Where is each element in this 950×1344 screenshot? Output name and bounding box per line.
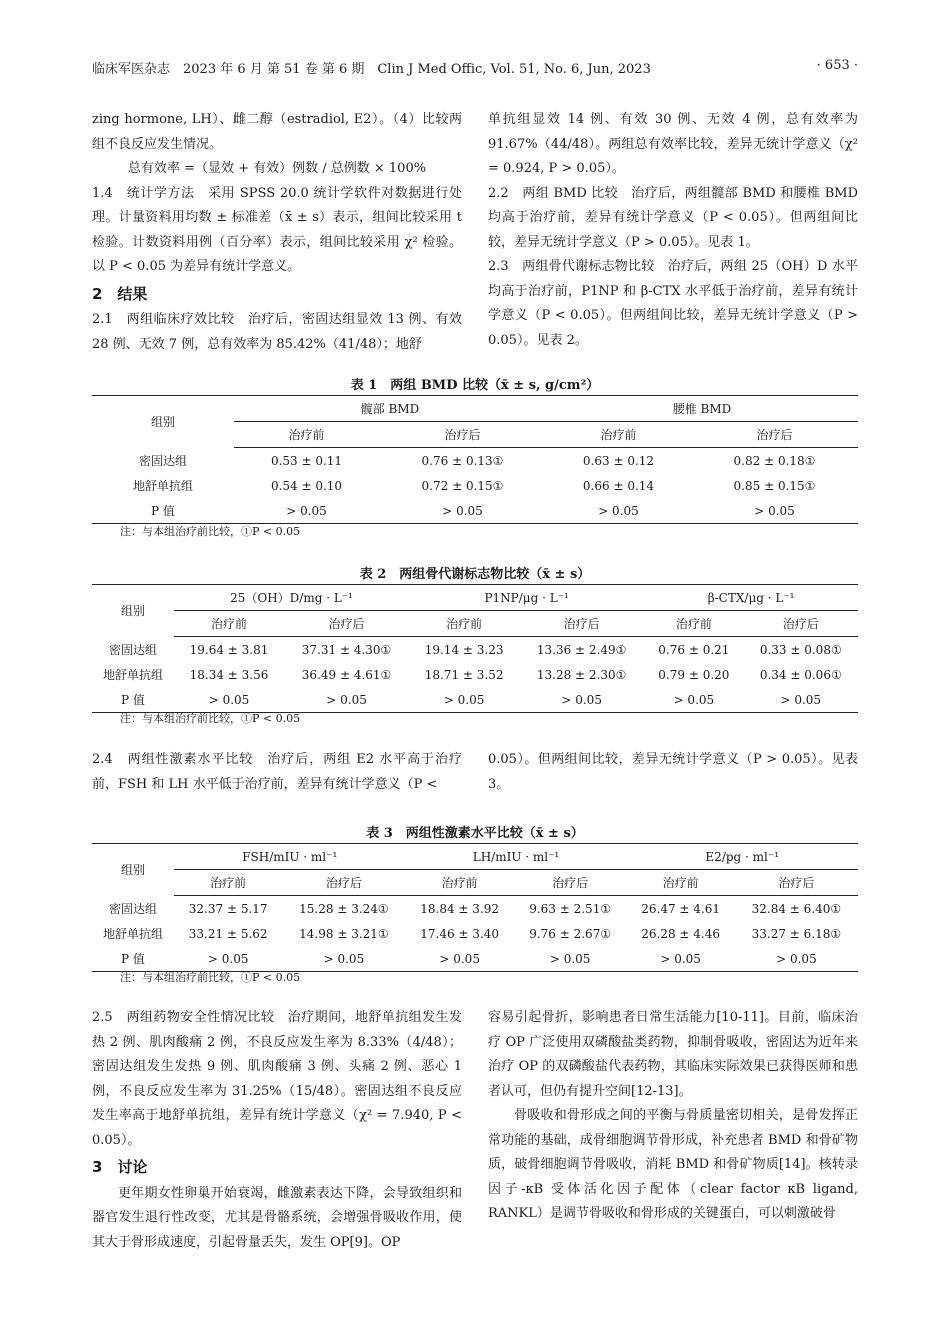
section-2-2: 2.2 两组 BMD 比较 治疗后，两组髋部 BMD 和腰椎 BMD 均高于治疗前，差异有统计学意义（P < 0.05）。但两组间比较，差异无统计学意义（P > 0.05）。见表 1。 (488, 185, 858, 250)
row-label: 地舒单抗组 (102, 668, 163, 682)
table-group-header: 组别 (120, 604, 145, 619)
paragraph: 骨吸收和骨形成之间的平衡与骨质量密切相关，是骨发挥正常功能的基础，成骨细胞调节骨形成，补充患者 BMD 和骨矿物质，破骨细胞调节骨吸收，消耗 BMD 和骨矿物质[14]。核转录因子-κB 受体活化因子配体（clear factor κB ligand, RANKL）是调节骨吸收和骨形成的关键蛋白，可以刺激破骨 (488, 1108, 858, 1221)
sub-header: 治疗后 (744, 611, 858, 637)
cell: 9.63 ± 2.51① (529, 901, 612, 916)
cell: > 0.05 (208, 692, 250, 707)
sub-header: 治疗后 (379, 422, 546, 448)
col-group-25ohd: 25（OH）D/mg · L⁻¹ (174, 585, 409, 611)
table2-title: 表 2 两组骨代谢标志物比较（x̄ ± s） (359, 567, 591, 582)
cell: > 0.05 (207, 951, 249, 966)
row-label: 地舒单抗组 (102, 927, 163, 941)
cell: > 0.05 (323, 951, 365, 966)
left-column-top (92, 108, 462, 357)
cell: 17.46 ± 3.40 (420, 926, 500, 941)
section-2-4-left (92, 748, 462, 797)
table-row (92, 473, 858, 498)
cell: 14.98 ± 3.21① (299, 926, 389, 941)
section-1-4: 1.4 统计学方法 采用 SPSS 20.0 统计学软件对数据进行处理。计量资料用均数 ± 标准差（x̄ ± s）表示，组间比较采用 t 检验。计数资料用例（百分率）表示，组间比较采用 χ² 检验。以 P < 0.05 为差异有统计学意义。 (92, 185, 462, 274)
cell: 9.76 ± 2.67① (529, 926, 612, 941)
discussion-paragraph: 更年期女性卵巢开始衰竭，雌激素表达下降，会导致组织和器官发生退行性改变，尤其是骨骼系统，会增强骨吸收作用，使其大于骨形成速度，引起骨量丢失，发生 OP[9]。OP (92, 1185, 462, 1250)
discussion-heading: 3 讨论 (92, 1158, 148, 1176)
sub-header: 治疗前 (174, 870, 282, 896)
row-label: P 值 (121, 952, 145, 966)
cell: 0.63 ± 0.12 (582, 453, 655, 468)
table3 (92, 843, 858, 972)
section-2-4-right (488, 748, 858, 797)
row-label: P 值 (121, 693, 145, 707)
right-column-top (488, 108, 858, 353)
cell: 0.72 ± 0.15① (421, 478, 504, 493)
row-label: 密固达组 (108, 642, 157, 657)
col-group-e2: E2/pg · ml⁻¹ (626, 844, 858, 870)
cell: > 0.05 (598, 503, 639, 518)
cell: 18.34 ± 3.56 (189, 667, 269, 682)
sub-header: 治疗前 (546, 422, 691, 448)
table-row (92, 662, 858, 687)
section-2-3: 2.3 两组骨代谢标志物比较 治疗后，两组 25（OH）D 水平均高于治疗前，P1NP 和 β-CTX 水平低于治疗前，差异有统计学意义（P < 0.05）。但两组间比较，差异无统计学意义（P > 0.05）。见表 2。 (488, 259, 858, 348)
table2 (92, 584, 858, 713)
table1 (92, 395, 858, 524)
table-row (92, 687, 858, 713)
cell: 15.28 ± 3.24① (299, 901, 389, 916)
left-column-bottom (92, 1006, 462, 1255)
cell: 0.66 ± 0.14 (582, 478, 655, 493)
sub-header: 治疗后 (284, 611, 409, 637)
cell: > 0.05 (442, 503, 483, 518)
cell: 33.27 ± 6.18① (751, 926, 842, 941)
table-row (92, 896, 858, 922)
cell: > 0.05 (439, 951, 480, 966)
table3-title: 表 3 两组性激素水平比较（x̄ ± s） (366, 826, 584, 841)
cell: > 0.05 (673, 692, 715, 707)
row-label: P 值 (151, 504, 175, 518)
cell: 37.31 ± 4.30① (301, 642, 392, 657)
col-group-lh: LH/mIU · ml⁻¹ (405, 844, 626, 870)
cell: > 0.05 (776, 951, 817, 966)
cell: 0.76 ± 0.13① (421, 453, 504, 468)
page-number: · 653 · (816, 58, 858, 73)
section-2-4-cont: 0.05）。但两组间比较，差异无统计学意义（P > 0.05）。见表 3。 (488, 752, 858, 792)
table3-note: 注：与本组治疗前比较，①P < 0.05 (120, 971, 301, 984)
row-label: 密固达组 (138, 453, 187, 468)
cell: 33.21 ± 5.62 (188, 926, 268, 941)
sub-header: 治疗后 (735, 870, 858, 896)
cell: > 0.05 (443, 692, 485, 707)
col-group-lumbar: 腰椎 BMD (546, 396, 858, 422)
cell: 32.84 ± 6.40① (751, 901, 842, 916)
col-group-fsh: FSH/mIU · ml⁻¹ (174, 844, 405, 870)
sub-header: 治疗后 (519, 611, 644, 637)
cell: 13.36 ± 2.49① (536, 642, 627, 657)
table-row (92, 637, 858, 663)
table2-note: 注：与本组治疗前比较，①P < 0.05 (120, 712, 301, 725)
paragraph: zing hormone, LH）、雌二醇（estradiol, E2）。（4）比较两组不良反应发生情况。 (92, 112, 462, 152)
row-label: 密固达组 (108, 901, 157, 916)
table-row (92, 498, 858, 524)
col-group-p1np: P1NP/μg · L⁻¹ (409, 585, 644, 611)
paragraph-cont: 单抗组显效 14 例、有效 30 例、无效 4 例，总有效率为 91.67%（44/48）。两组总有效率比较，差异无统计学意义（χ² = 0.924, P > 0.05）。 (488, 112, 858, 176)
results-heading: 2 结果 (92, 284, 148, 303)
cell: > 0.05 (549, 951, 591, 966)
section-2-1: 2.1 两组临床疗效比较 治疗后，密固达组显效 13 例、有效28 例、无效 7 例，总有效率为 85.42%（41/48）；地舒 (92, 312, 462, 352)
sub-header: 治疗后 (514, 870, 627, 896)
cell: 0.85 ± 0.15① (733, 478, 816, 493)
sub-header: 治疗前 (405, 870, 513, 896)
cell: 18.71 ± 3.52 (424, 667, 504, 682)
row-label: 地舒单抗组 (132, 479, 193, 493)
cell: > 0.05 (326, 692, 367, 707)
cell: 13.28 ± 2.30① (536, 667, 627, 682)
col-group-hip: 髋部 BMD (234, 396, 546, 422)
formula: 总有效率 =（显效 + 有效）例数 / 总例数 × 100% (127, 161, 427, 176)
sub-header: 治疗前 (234, 422, 379, 448)
sub-header: 治疗前 (644, 611, 743, 637)
section-2-4: 2.4 两组性激素水平比较 治疗后，两组 E2 水平高于治疗前，FSH 和 LH 水平低于治疗前，差异有统计学意义（P < (92, 752, 462, 792)
right-column-bottom (488, 1006, 858, 1227)
sub-header: 治疗后 (282, 870, 405, 896)
cell: 0.33 ± 0.08① (759, 642, 842, 657)
cell: > 0.05 (286, 503, 327, 518)
table1-note: 注：与本组治疗前比较，①P < 0.05 (120, 525, 301, 538)
cell: 18.84 ± 3.92 (420, 901, 500, 916)
cell: 0.79 ± 0.20 (658, 667, 730, 682)
sub-header: 治疗前 (409, 611, 519, 637)
cell: 32.37 ± 5.17 (188, 901, 268, 916)
cell: > 0.05 (660, 951, 701, 966)
cell: 0.34 ± 0.06① (759, 667, 842, 682)
col-group-bctx: β-CTX/μg · L⁻¹ (644, 585, 858, 611)
paragraph: 容易引起骨折，影响患者日常生活能力[10-11]。目前，临床治疗 OP 广泛使用双磷酸盐类药物，抑制骨吸收，密固达为近年来治疗 OP 的双磷酸盐代表药物，其临床实际效果已获得医师和患者认可，但仍有提升空间[12-13]。 (488, 1010, 858, 1099)
table-row (92, 921, 858, 946)
cell: 0.53 ± 0.11 (270, 453, 343, 468)
table1-title: 表 1 两组 BMD 比较（x̄ ± s, g/cm²） (350, 378, 600, 393)
cell: 26.47 ± 4.61 (641, 901, 721, 916)
section-2-5: 2.5 两组药物安全性情况比较 治疗期间，地舒单抗组发生发热 2 例、肌肉酸痛 2 例，不良反应发生率为 8.33%（4/48）；密固达组发生发热 9 例、肌肉酸痛 3 例、头痛 2 例、恶心 1 例，不良反应发生率为 31.25%（15/48）。密固达组不良反应发生率高于地舒单抗组，差异有统计学意义（χ² = 7.940, P < 0.05）。 (92, 1010, 462, 1148)
cell: > 0.05 (754, 503, 795, 518)
sub-header: 治疗后 (691, 422, 858, 448)
cell: > 0.05 (561, 692, 602, 707)
cell: 19.64 ± 3.81 (189, 642, 269, 657)
cell: 36.49 ± 4.61① (301, 667, 392, 682)
table-group-header: 组别 (150, 415, 175, 430)
sub-header: 治疗前 (174, 611, 284, 637)
cell: 19.14 ± 3.23 (424, 642, 504, 657)
cell: 0.82 ± 0.18① (733, 453, 816, 468)
table-row (92, 448, 858, 474)
cell: 0.76 ± 0.21 (658, 642, 730, 657)
cell: 26.28 ± 4.46 (641, 926, 721, 941)
cell: > 0.05 (780, 692, 822, 707)
sub-header: 治疗前 (626, 870, 734, 896)
table-group-header: 组别 (120, 863, 145, 878)
journal-header: 临床军医杂志 2023 年 6 月 第 51 卷 第 6 期 Clin J Med Offic, Vol. 51, No. 6, Jun, 2023 (92, 62, 651, 77)
cell: 0.54 ± 0.10 (270, 478, 343, 493)
table-row (92, 946, 858, 972)
